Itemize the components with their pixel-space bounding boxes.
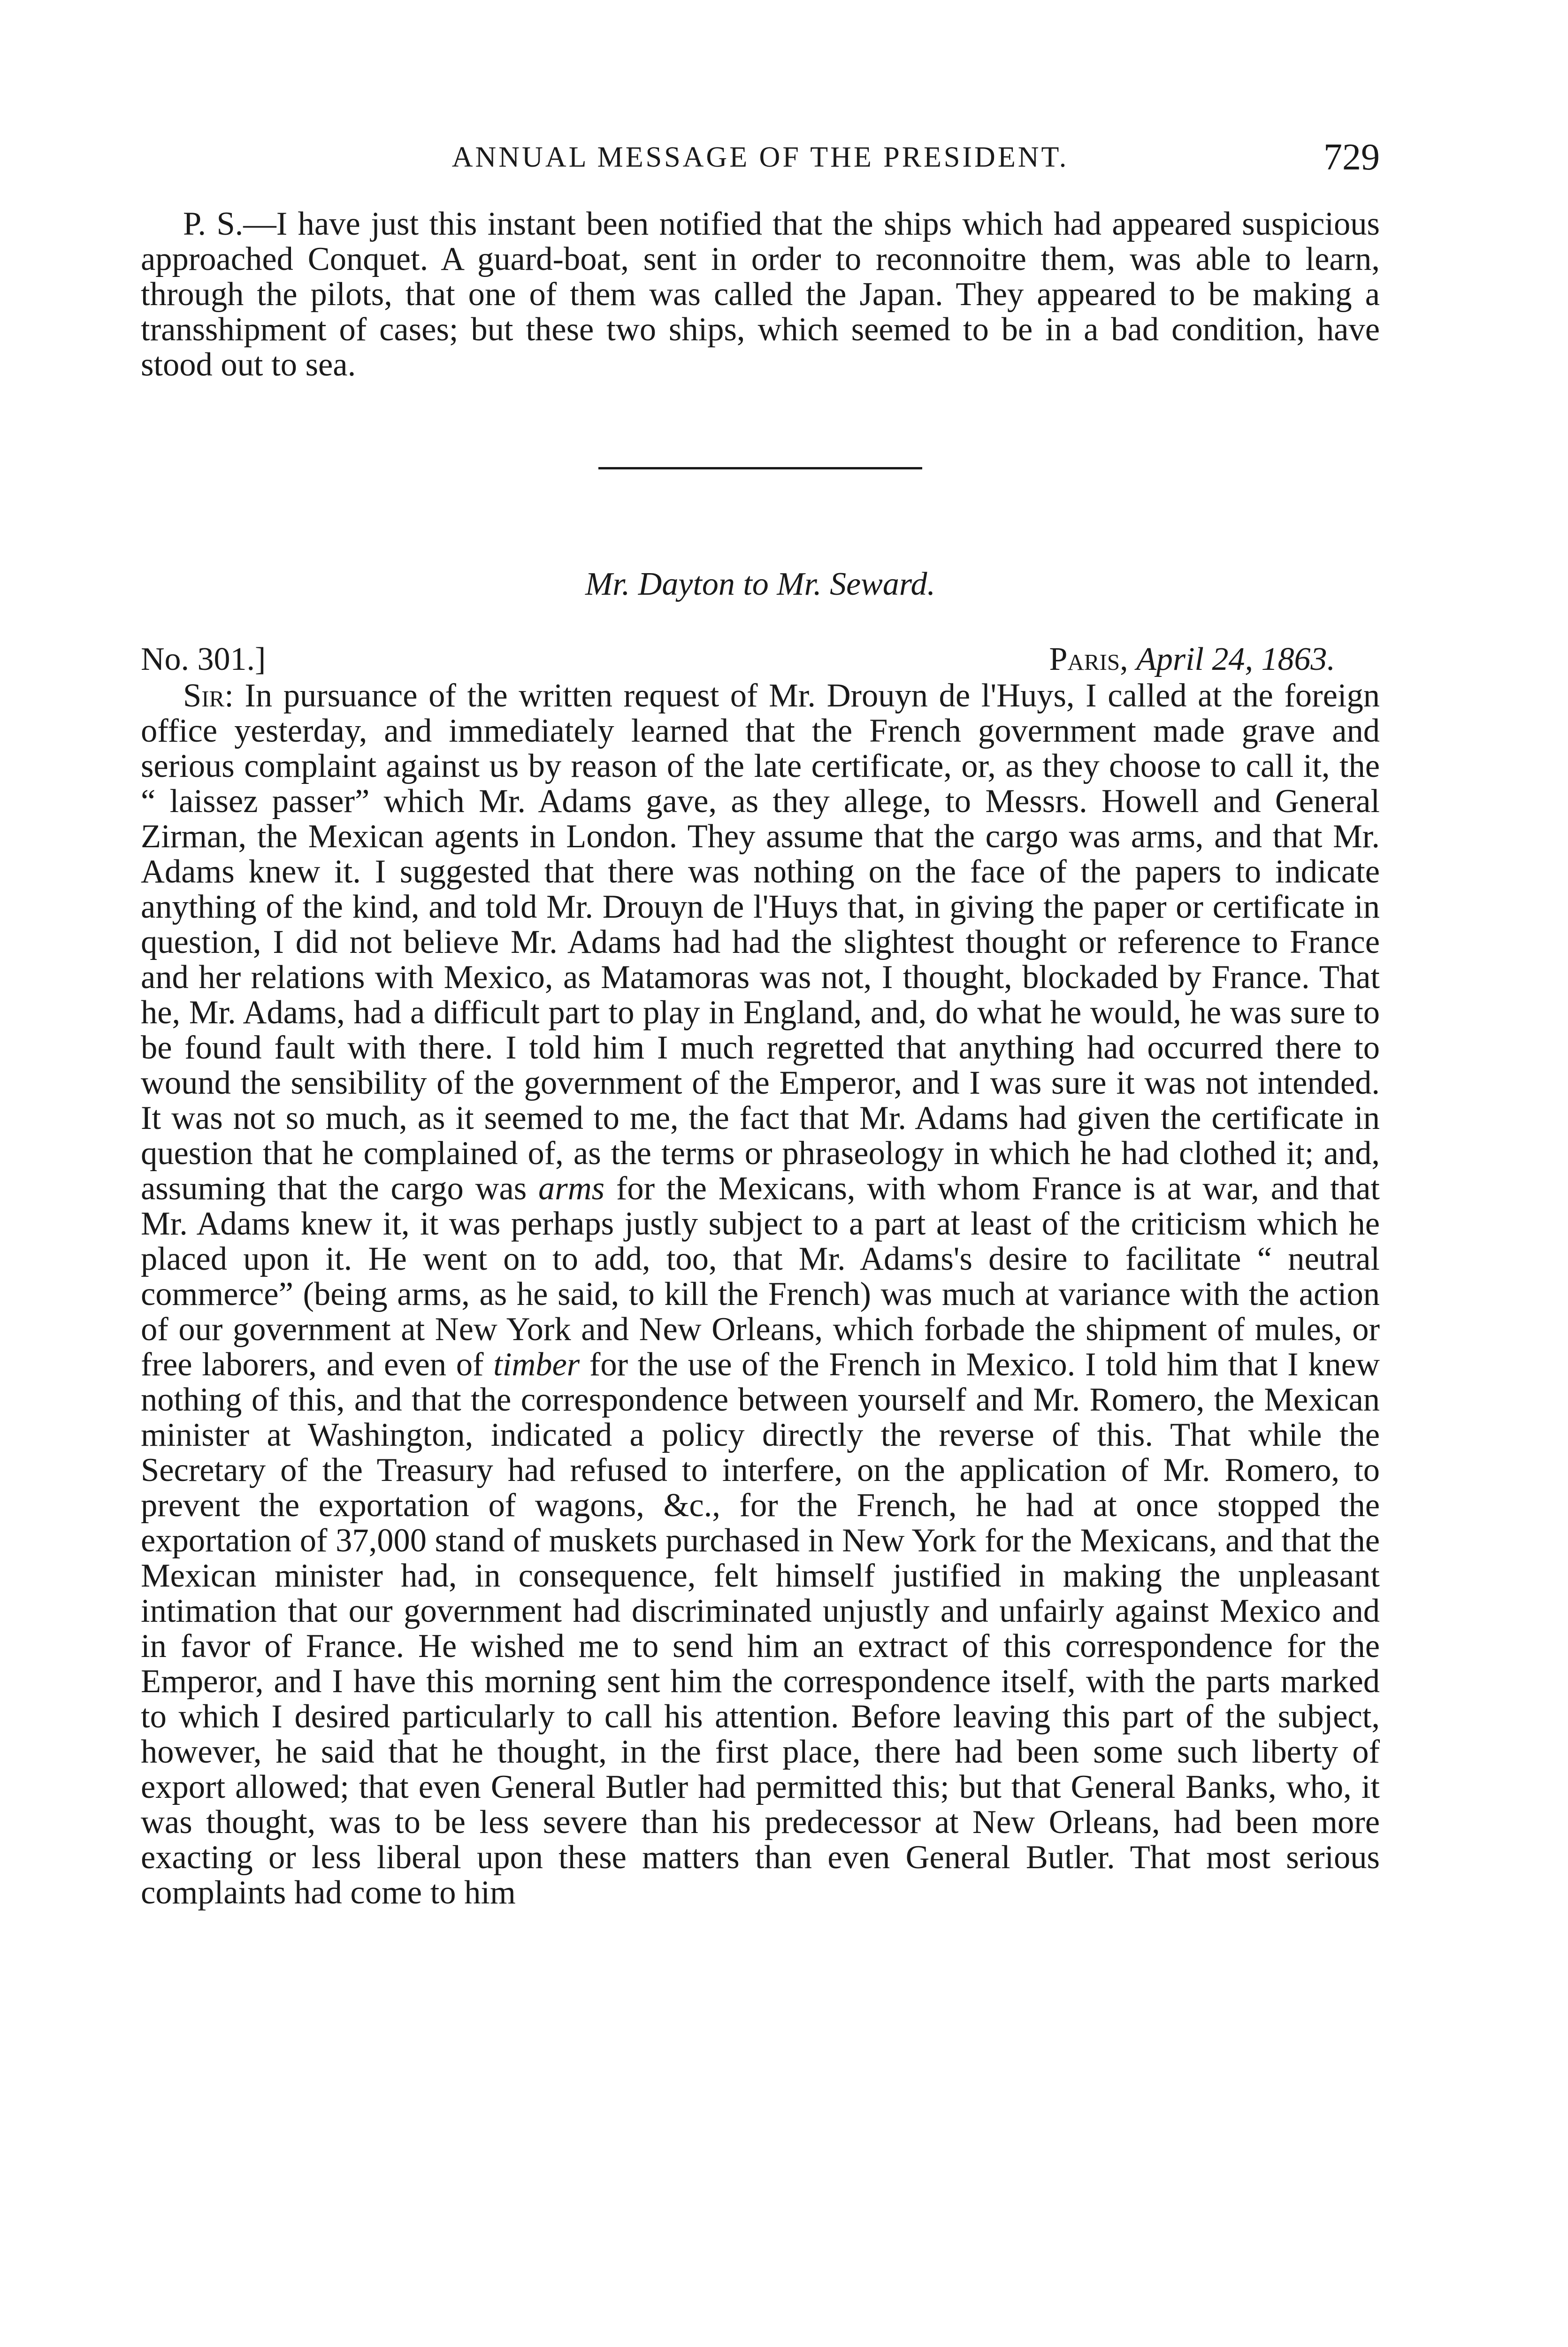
salutation: Sir:	[183, 677, 234, 714]
postscript-paragraph: P. S.—I have just this instant been notified that the ships which had appeared suspicious approached Conquet. A guard-boat, sent in order to reconnoitre them, was able to learn, through the pilots, that one of them was called the Japan. They appeared to be making a transshipment of cases; but these two ships, which seemed to be in a bad condition, have stood out to sea.	[141, 206, 1380, 383]
document-page	[141, 137, 1380, 2347]
letter-body-part-1: In pursuance of the written request of Mr. Drouyn de l'Huys, I called at the foreign office yesterday, and immediately learned that the French government made grave and serious complaint against us by reason of the late certificate, or, as they choose to call it, the “ laissez passer” which Mr. Adams gave, as they allege, to Messrs. Howell and General Zirman, the Mexican agents in London. They assume that the cargo was arms, and that Mr. Adams knew it. I suggested that there was nothing on the face of the papers to indicate anything of the kind, and told Mr. Drouyn de l'Huys that, in giving the paper or certificate in question, I did not believe Mr. Adams had had the slightest thought or reference to France and her relations with Mexico, as Matamoras was not, I thought, blockaded by France. That he, Mr. Adams, had a difficult part to play in England, and, do what he would, he was sure to be found fault with there. I told him I much regretted that anything had occurred there to wound the sensibility of the government of the Emperor, and I was sure it was not intended. It was not so much, as it seemed to me, the fact that Mr. Adams had given the certificate in question that he complained of, as the terms or phraseology in which he had clothed it; and, assuming that the cargo was	[141, 677, 1380, 1207]
running-head	[141, 137, 1380, 192]
letter-body-part-2: for the Mexicans, with whom France is at war, and that Mr. Adams knew it, it was perhaps justly subject to a part at least of the criticism which he placed upon it. He went on to add, too, that Mr. Adams's desire to facilitate “ neutral commerce” (being arms, as he said, to kill the French) was much at variance with the action of our government at New York and New Orleans, which forbade the shipment of mules, or free laborers, and even of	[141, 1170, 1380, 1383]
emphasis-arms: arms	[538, 1170, 605, 1207]
letter-dateline	[141, 641, 1380, 678]
letter-body	[141, 678, 1380, 1910]
letter-body-part-3: for the use of the French in Mexico. I told him that I knew nothing of this, and that the correspondence between yourself and Mr. Romero, the Mexican minister at Washington, indicated a policy directly the reverse of this. That while the Secretary of the Treasury had refused to interfere, on the application of Mr. Romero, to prevent the exportation of wagons, &c., for the French, he had at once stopped the exportation of 37,000 stand of muskets purchased in New York for the Mexicans, and that the Mexican minister had, in consequence, felt himself justified in making the unpleasant intimation that our government had discriminated unjustly and unfairly against Mexico and in favor of France. He wished me to send him an extract of this correspondence for the Emperor, and I have this morning sent him the correspondence itself, with the parts marked to which I desired particularly to call his attention. Before leaving this part of the subject, however, he said that he thought, in the first place, there had been some such liberty of export allowed; that even General Butler had permitted this; but that General Banks, who, it was thought, was to be less severe than his predecessor at New Orleans, had been more exacting or less liberal upon these matters than even General Butler. That most serious complaints had come to him	[141, 1346, 1380, 1911]
letter-number: No. 301.]	[141, 641, 266, 677]
page-number: 729	[1323, 137, 1380, 178]
letter-place: Paris,	[1049, 641, 1128, 677]
section-divider	[598, 467, 922, 469]
place-date	[1049, 641, 1335, 678]
emphasis-timber: timber	[493, 1346, 580, 1383]
letter-date: April 24, 1863.	[1136, 641, 1335, 677]
letter-heading: Mr. Dayton to Mr. Seward.	[585, 566, 935, 602]
running-title: ANNUAL MESSAGE OF THE PRESIDENT.	[451, 141, 1069, 173]
